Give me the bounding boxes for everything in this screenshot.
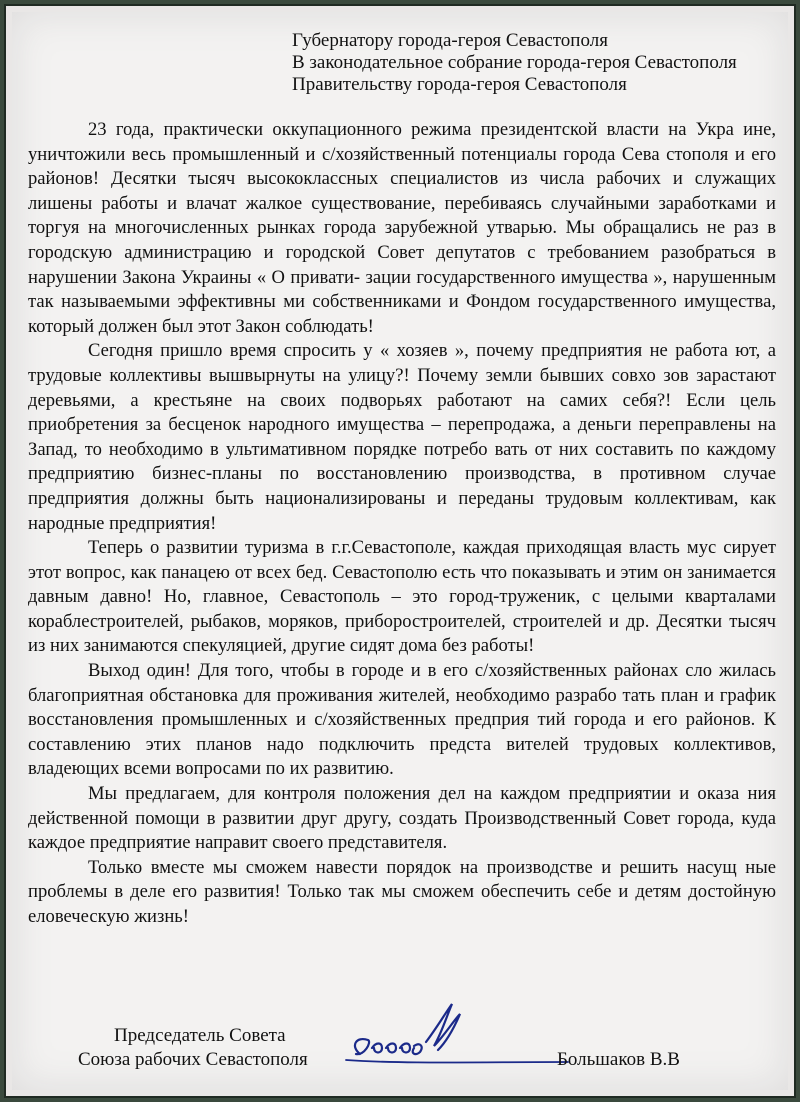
letter-page [12, 12, 788, 1090]
signatory-title-line2: Союза рабочих Севастополя [78, 1049, 308, 1070]
paragraph-6: Только вместе мы сможем навести порядок на производстве и решить насущ ные проблемы в деле его развития! Только так мы сможем обеспечить себе и детям достойную еловеческую жизнь! [28, 856, 776, 927]
addressee-block [292, 30, 737, 96]
paragraph-1: 23 года, практически оккупационного режима президентской власти на Укра ине, уничтожили весь промышленный и с/хозяйственный потенциалы города Сева стополя и его районов! Десятки тысяч высококлассных специалистов из числа рабочих и служащих лишены работы и влачат жалкое существование, перебиваясь случайными заработками и торгуя на многочисленных рынках города зарубежной утварью. Мы обращались не раз в городскую администрацию и городской Совет депутатов с требованием разобраться в нарушении Закона Украины « О привати- зации государственного имущества », нарушенным так называемыми эффективны ми собственниками и Фондом государственного имущества, который должен был этот Закон соблюдать! [28, 119, 776, 337]
addressee-governor: Губернатору города-героя Севастополя [292, 30, 608, 51]
signatory-name: Большаков В.В [557, 1049, 680, 1070]
addressee-legislature: В законодательное собрание города-героя Севастополя [292, 52, 737, 73]
paragraph-4: Выход один! Для того, чтобы в городе и в его с/хозяйственных районах сло жилась благоприятная обстановка для проживания жителей, необходимо разрабо тать план и график восстановления промышленных и с/хозяйственных предприя тий города и его районов. К составлению этих планов надо подключить предста вителей трудовых коллективов, владеющих всеми вопросами по их развитию. [28, 660, 776, 780]
letter-body [28, 118, 776, 930]
signatory-title-line1: Председатель Совета [114, 1025, 286, 1046]
paragraph-3: Теперь о развитии туризма в г.г.Севастополе, каждая приходящая власть мус сирует этот вопрос, как панацею от всех бед. Севастополю есть что показывать и этим он занимается давным давно! Но, главное, Севастополь – это город-труженик, с целыми кварталами кораблестроителей, рыбаков, моряков, приборостроителей, строителей и др. Десятки тысяч из них занимаются спекуляцией, другие сидят дома без работы! [28, 537, 776, 657]
paragraph-2: Сегодня пришло время спросить у « хозяев », почему предприятия не работа ют, а трудовые коллективы вышвырнуты на улицу?! Почему земли бывших совхо зов зарастают деревьями, а крестьяне на своих подворьях работают на самих себя?! Если цель приобретения за бесценок народного имущества – перепродажа, а деньги переправлены на Запад, то необходимо в ультимативном порядке потребо вать от них составить по каждому предприятию бизнес-планы по восстановлению производства, в противном случае предприятия должны быть национализированы и переданы трудовым коллективам, как народные предприятия! [28, 340, 776, 534]
addressee-government: Правительству города-героя Севастополя [292, 74, 627, 95]
paragraph-5: Мы предлагаем, для контроля положения дел на каждом предприятии и оказа ния действенной помощи в развитии друг другу, создать Производственный Совет города, куда каждое предприятие направит своего представителя. [28, 783, 776, 854]
handwritten-signature [342, 1002, 572, 1082]
document-frame [4, 4, 796, 1098]
